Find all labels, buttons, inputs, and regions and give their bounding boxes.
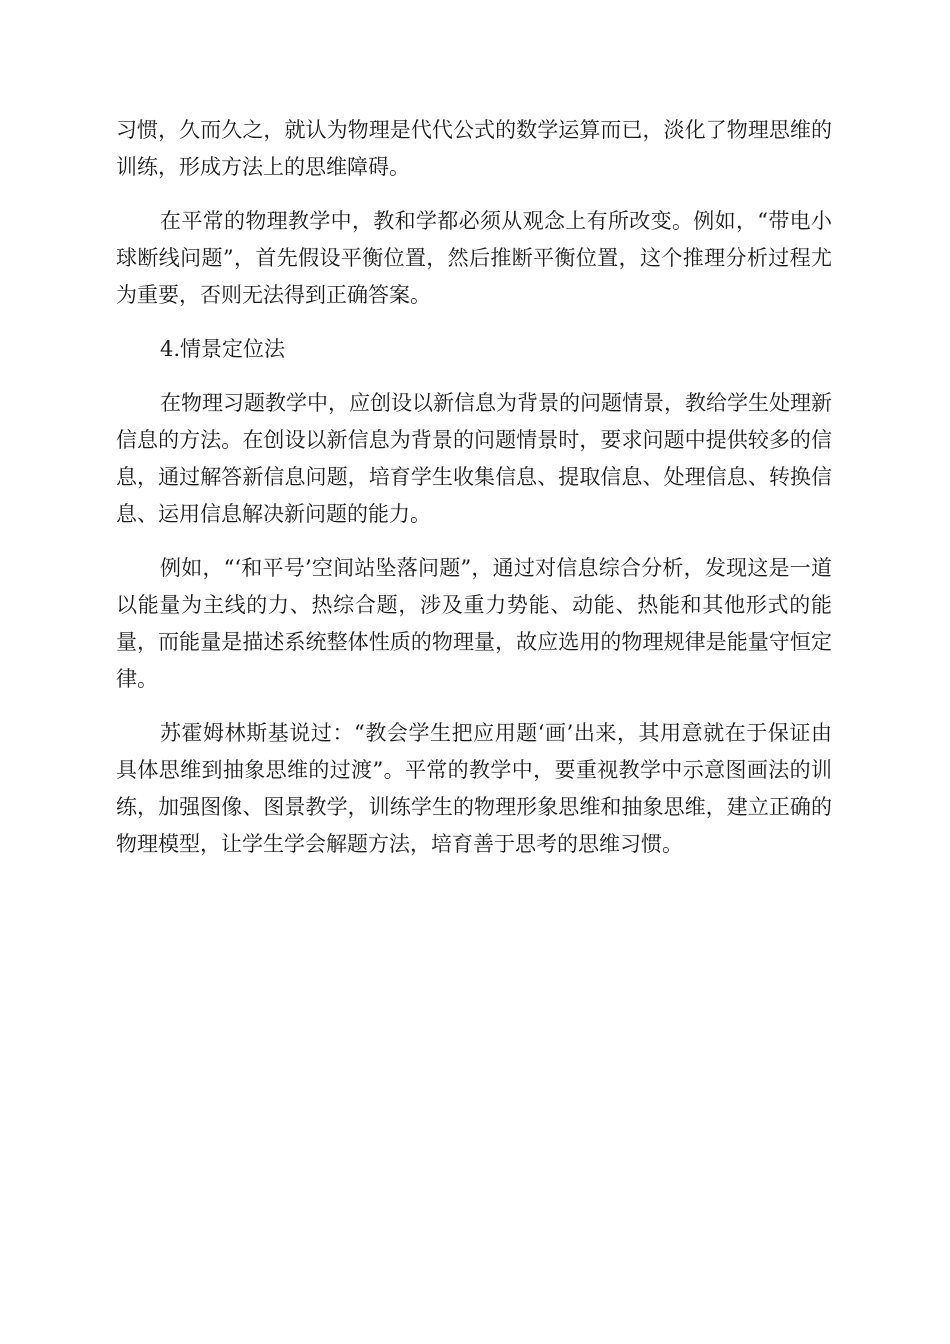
paragraph-sukhomlinsky-quote: 苏霍姆林斯基说过：“教会学生把应用题‘画’出来，其用意就在于保证由具体思维到抽象思维的过渡”。平常的教学中，要重视教学中示意图画法的训练，加强图像、图景教学，训练学生的物理形象思维和抽象思维，建立正确的物理模型，让学生学会解题方法，培育善于思考的思维习惯。 [116, 721, 832, 856]
paragraph-continuation: 习惯，久而久之，就认为物理是代代公式的数学运算而已，淡化了物理思维的训练，形成方法上的思维障碍。 [116, 118, 832, 179]
paragraph-example-space-station: 例如，“‘和平号’空间站坠落问题”，通过对信息综合分析，发现这是一道以能量为主线的力、热综合题，涉及重力势能、动能、热能和其他形式的能量，而能量是描述系统整体性质的物理量，故应选用的物理规律是能量守恒定律。 [116, 556, 832, 691]
section-heading: 4.情景定位法 [160, 337, 286, 361]
document-body [116, 112, 832, 863]
paragraph-new-information: 在物理习题教学中，应创设以新信息为背景的问题情景，教给学生处理新信息的方法。在创设以新信息为背景的问题情景时，要求问题中提供较多的信息，通过解答新信息问题，培育学生收集信息、提取信息、处理信息、转换信息、运用信息解决新问题的能力。 [116, 391, 832, 526]
paragraph-teaching-concept: 在平常的物理教学中，教和学都必须从观念上有所改变。例如，“带电小球断线问题”，首先假设平衡位置，然后推断平衡位置，这个推理分析过程尤为重要，否则无法得到正确答案。 [116, 209, 832, 307]
